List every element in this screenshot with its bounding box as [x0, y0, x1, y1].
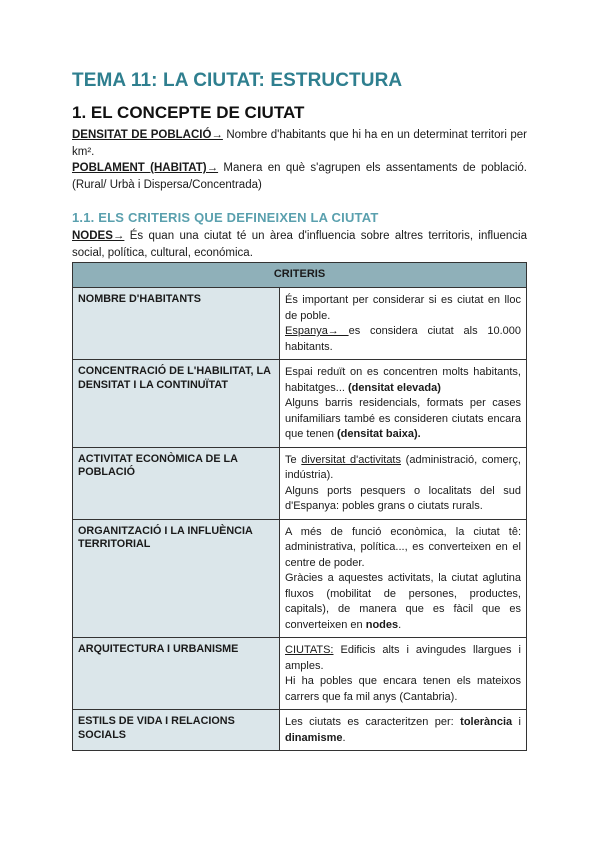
section-heading: 1. EL CONCEPTE DE CIUTAT	[72, 103, 305, 122]
table-row	[73, 288, 527, 360]
text-span: .	[342, 731, 346, 744]
description-text	[285, 453, 521, 484]
table-header: CRITERIS	[73, 263, 527, 288]
bold-text: nodes	[365, 618, 399, 631]
bold-text: tolerància	[460, 716, 513, 728]
bold-text: (densitat elevada)	[348, 381, 441, 394]
criterion-cell: ORGANITZACIÓ I LA INFLUÈNCIA TERRITORIAL	[73, 519, 280, 638]
definition-text: Nombre d'habitants que hi ha en un determinat territori per km².	[72, 129, 527, 158]
definition-text: Manera en què s'agrupen els assentaments de població. (Rural/ Urbà i Dispersa/Concentrada)	[72, 162, 527, 191]
text-span: (administració, comerç, indústria).	[285, 453, 521, 481]
description-cell	[280, 288, 527, 360]
definition-poblament	[72, 160, 527, 193]
bold-text: (densitat baixa).	[337, 428, 421, 440]
description-text: Alguns ports pesquers o localitats del sud d'Espanya: pobles grans o ciutats rurals.	[285, 484, 521, 512]
term-poblament: POBLAMENT (HABITAT)→	[72, 162, 219, 174]
description-text	[285, 715, 521, 746]
criterion-cell: NOMBRE D'HABITANTS	[73, 288, 280, 360]
criterion-cell: ARQUITECTURA I URBANISME	[73, 638, 280, 710]
description-cell	[280, 447, 527, 519]
underlined-text: diversitat d'activitats	[301, 453, 401, 466]
definition-text: És quan una ciutat té un àrea d'influencia sobre altres territoris, influencia social, política, cultural, económica.	[72, 230, 527, 259]
text-span: .	[398, 618, 402, 631]
underlined-text: Espanya→	[285, 325, 349, 337]
text-span: Edificis alts i avingudes llargues i amples.	[285, 644, 521, 672]
page-title: TEMA 11: LA CIUTAT: ESTRUCTURA	[72, 70, 403, 91]
text-span: Alguns barris residencials, formats per cases unifamiliars també es consideren ciutats encara que tenen	[285, 397, 521, 440]
description-text	[285, 324, 521, 355]
description-text: A més de funció econòmica, la ciutat tê: administrativa, política..., es converteixen en el centre de poder.	[285, 525, 521, 569]
table-row	[73, 447, 527, 519]
criterion-cell: ESTILS DE VIDA I RELACIONS SOCIALS	[73, 710, 280, 751]
description-text	[285, 571, 521, 633]
criteria-table	[72, 262, 527, 751]
table-row	[73, 519, 527, 638]
text-span: Les ciutats es caracteritzen per:	[285, 716, 461, 728]
table-row	[73, 710, 527, 751]
description-text	[285, 643, 521, 674]
criterion-cell: ACTIVITAT ECONÒMICA DE LA POBLACIÓ	[73, 447, 280, 519]
description-text	[285, 365, 521, 396]
text-span: Espai reduït on es concentren molts habitants, habitatges...	[285, 366, 521, 394]
term-densitat: DENSITAT DE POBLACIÓ→	[72, 129, 223, 141]
description-cell	[280, 360, 527, 448]
table-header-row	[73, 263, 527, 288]
criterion-cell: CONCENTRACIÓ DE L'HABILITAT, LA DENSITAT I LA CONTINUÏTAT	[73, 360, 280, 448]
description-cell	[280, 638, 527, 710]
description-text	[285, 396, 521, 443]
text-span: Te	[285, 453, 302, 466]
description-text: Hi ha pobles que encara tenen els mateixos carrers que fa mil anys (Cantabria).	[285, 675, 521, 703]
text-span: Gràcies a aquestes activitats, la ciutat aglutina fluxos (mobilitat de persones, productes, capitals), de manera que es fàcil que es converteixen en	[285, 572, 521, 631]
definition-densitat	[72, 127, 527, 160]
text-span: i	[512, 716, 522, 728]
description-text: És important per considerar si es ciutat en lloc de poble.	[285, 294, 521, 322]
subsection-heading: 1.1. ELS CRITERIS QUE DEFINEIXEN LA CIUTAT	[72, 210, 379, 225]
definition-nodes	[72, 228, 527, 261]
table-row	[73, 360, 527, 448]
underlined-text: CIUTATS:	[285, 644, 334, 656]
description-cell	[280, 519, 527, 638]
term-nodes: NODES→	[72, 230, 125, 242]
table-row	[73, 638, 527, 710]
bold-text: dinamisme	[285, 731, 343, 744]
text-span: es considera ciutat als 10.000 habitants.	[285, 325, 521, 353]
description-cell	[280, 710, 527, 751]
